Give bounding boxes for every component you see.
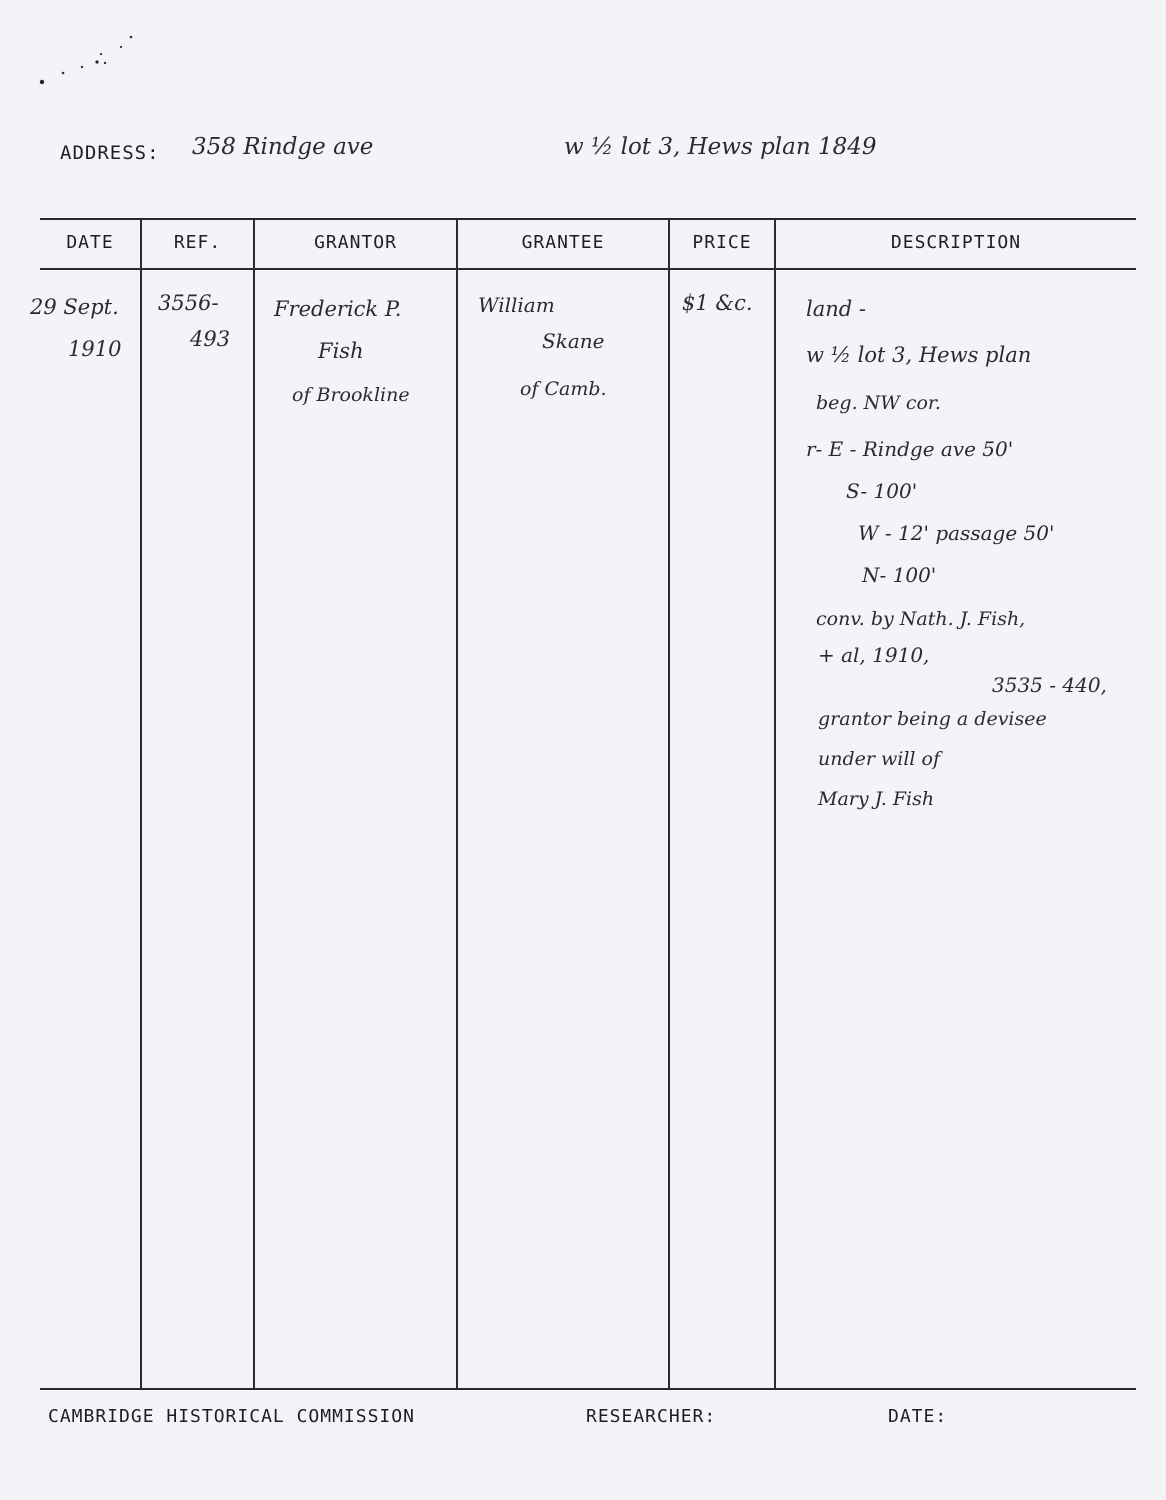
date-day-month: 29 Sept.	[30, 295, 119, 319]
description-line-11: grantor being a devisee	[818, 708, 1047, 730]
description-line-13: Mary J. Fish	[818, 788, 935, 810]
column-divider-5	[774, 218, 776, 1388]
column-divider-1	[140, 218, 142, 1388]
description-line-3: beg. NW cor.	[816, 392, 941, 414]
grantee-surname: Skane	[542, 329, 605, 353]
grantee-residence: of Camb.	[520, 378, 607, 400]
commission-name: CAMBRIDGE HISTORICAL COMMISSION	[48, 1406, 415, 1427]
column-header-price: PRICE	[692, 232, 752, 253]
description-line-5: S- 100'	[846, 479, 918, 503]
date-year: 1910	[68, 337, 122, 361]
description-line-12: under will of	[818, 748, 941, 770]
description-line-1: land -	[806, 297, 866, 321]
column-divider-2	[253, 218, 255, 1388]
address-label: ADDRESS:	[60, 142, 160, 164]
column-header-date: DATE	[66, 232, 114, 253]
table-top-rule	[40, 218, 1136, 220]
description-line-6: W - 12' passage 50'	[858, 521, 1055, 545]
ref-book: 3556-	[158, 291, 219, 315]
column-header-ref: REF.	[173, 232, 222, 253]
column-header-grantor: GRANTOR	[314, 232, 397, 253]
description-line-10: 3535 - 440,	[992, 673, 1107, 697]
column-divider-3	[456, 218, 458, 1388]
researcher-label: RESEARCHER:	[586, 1406, 717, 1427]
grantor-surname: Fish	[318, 339, 364, 363]
description-line-4: r- E - Rindge ave 50'	[806, 437, 1014, 461]
description-line-2: w ½ lot 3, Hews plan	[806, 343, 1032, 367]
scan-specks	[30, 30, 140, 90]
description-line-8: conv. by Nath. J. Fish,	[816, 608, 1026, 630]
grantor-name: Frederick P.	[274, 297, 402, 321]
column-header-description: DESCRIPTION	[890, 232, 1022, 253]
column-header-grantee: GRANTEE	[521, 232, 605, 253]
ref-page: 493	[190, 327, 231, 351]
table-bottom-rule	[40, 1388, 1136, 1390]
description-line-7: N- 100'	[862, 563, 937, 587]
header-bottom-rule	[40, 268, 1136, 270]
lot-description: w ½ lot 3, Hews plan 1849	[564, 134, 877, 160]
price-value: $1 &c.	[682, 291, 753, 315]
grantor-residence: of Brookline	[292, 384, 410, 406]
date-label: DATE:	[888, 1406, 948, 1427]
column-divider-4	[668, 218, 670, 1388]
description-line-9: + al, 1910,	[818, 643, 930, 667]
address-value: 358 Rindge ave	[192, 134, 374, 160]
grantee-name: William	[478, 293, 555, 317]
